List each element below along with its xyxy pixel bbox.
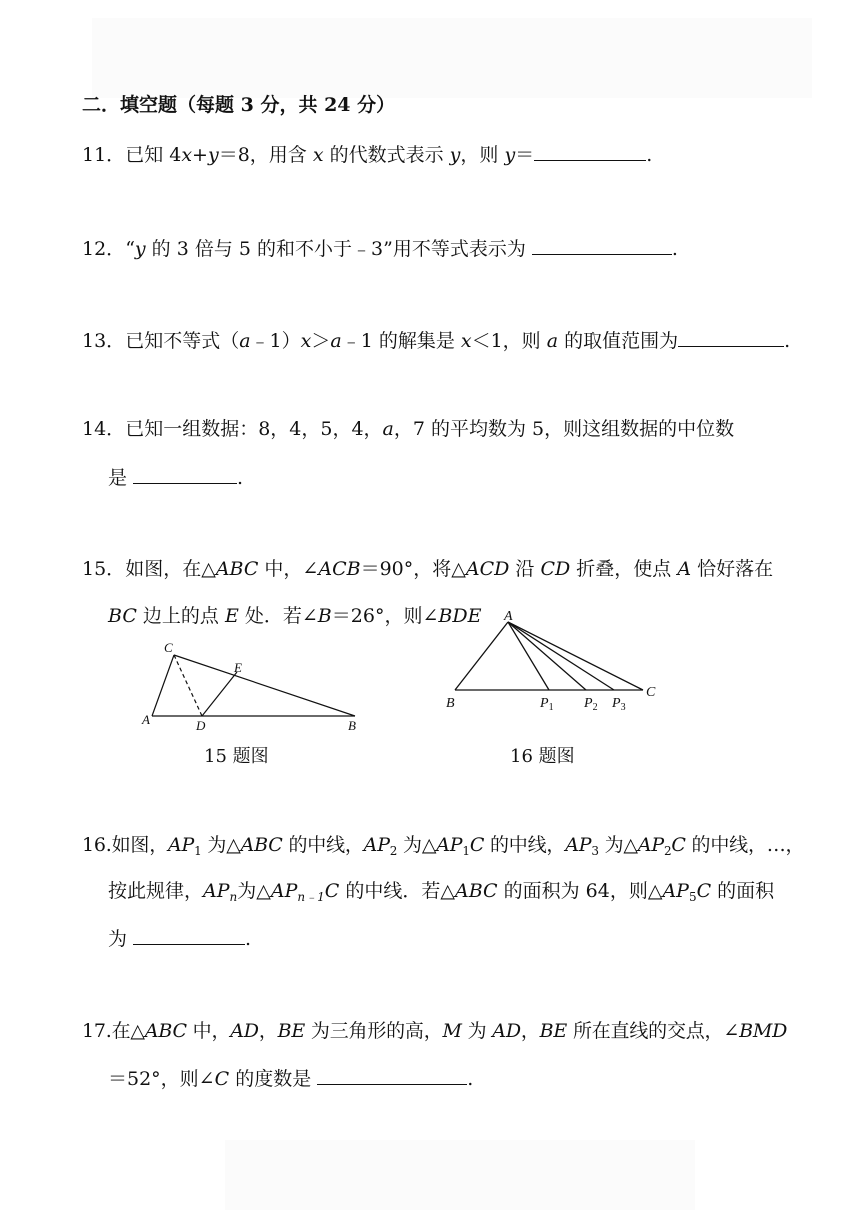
fig15-label-b: B [348,718,356,733]
fig15-label-e: E [234,660,242,675]
question-16: 16.如图，$AP_1$ 为△ABC 的中线，$AP_2$ 为$\triangle AP_1C$ 的中线，$AP_3$ 为$\triangle AP_2C$ 的中线，…， [82,834,805,858]
question-15: 15．如图，在△ABC 中，∠ACB＝90°，将△ACD 沿 CD 折叠，使点 A 恰好落在 [82,558,774,580]
q15-number: 15． [82,558,126,580]
footer-shade [225,1140,695,1210]
fig16-label-p1: $P_1$ [540,696,554,713]
q11-answer-blank[interactable] [534,140,646,161]
figure-16-caption: 16 题图 [510,746,575,767]
question-14: 14．已知一组数据：8，4，5，4，a，7 的平均数为 5，则这组数据的中位数 [82,418,735,440]
q14-number: 14． [82,418,126,440]
q13-number: 13． [82,330,126,352]
q12-number: 12． [82,238,126,260]
q13-answer-blank[interactable] [678,326,784,347]
fig16-label-b: B [446,696,455,711]
fig15-label-c: C [164,640,173,655]
question-16-line-3: 为 . [108,924,251,952]
fig16-label-p3: $P_3$ [612,696,626,713]
fig15-label-a: A [142,712,150,727]
q12-answer-blank[interactable] [532,234,672,255]
question-17-line-2: ＝52°，则∠C 的度数是 . [108,1064,473,1092]
header-shade [92,18,812,98]
fig16-label-p2: $P_2$ [584,696,598,713]
question-15-line-2: BC 边上的点 E 处．若∠B＝26°，则∠BDE [108,605,482,627]
section-heading: 二．填空题（每题 3 分，共 24 分） [82,94,396,116]
question-13: 13．已知不等式（a﹣1）x＞a﹣1 的解集是 x＜1，则 a 的取值范围为 . [82,326,790,354]
q17-number: 17. [82,1020,112,1042]
q11-number: 11． [82,144,126,166]
fig16-label-a: A [504,609,513,624]
question-14-line-2: 是 . [108,463,243,491]
figure-15 [130,636,380,740]
figure-15-caption: 15 题图 [204,746,269,767]
question-12: 12．“y 的 3 倍与 5 的和不小于﹣3”用不等式表示为 . [82,234,678,262]
q17-answer-blank[interactable] [317,1064,467,1085]
q16-number: 16. [82,834,112,856]
fig15-label-d: D [196,718,206,733]
q16-answer-blank[interactable] [133,924,245,945]
question-16-line-2: 按此规律，$AP_n$为$\triangle AP_{n﹣1}C$ 的中线．若△ABC 的面积为 64，则$\triangle AP_5C$ 的面积 [108,880,775,904]
figure-16 [438,606,668,714]
question-11: 11．已知 4x+y＝8，用含 x 的代数式表示 y，则 y＝ . [82,140,652,168]
fig16-label-c: C [646,685,656,700]
question-17: 17.在△ABC 中，AD，BE 为三角形的高，M 为 AD，BE 所在直线的交点，∠BMD [82,1020,788,1042]
q14-answer-blank[interactable] [133,463,237,484]
